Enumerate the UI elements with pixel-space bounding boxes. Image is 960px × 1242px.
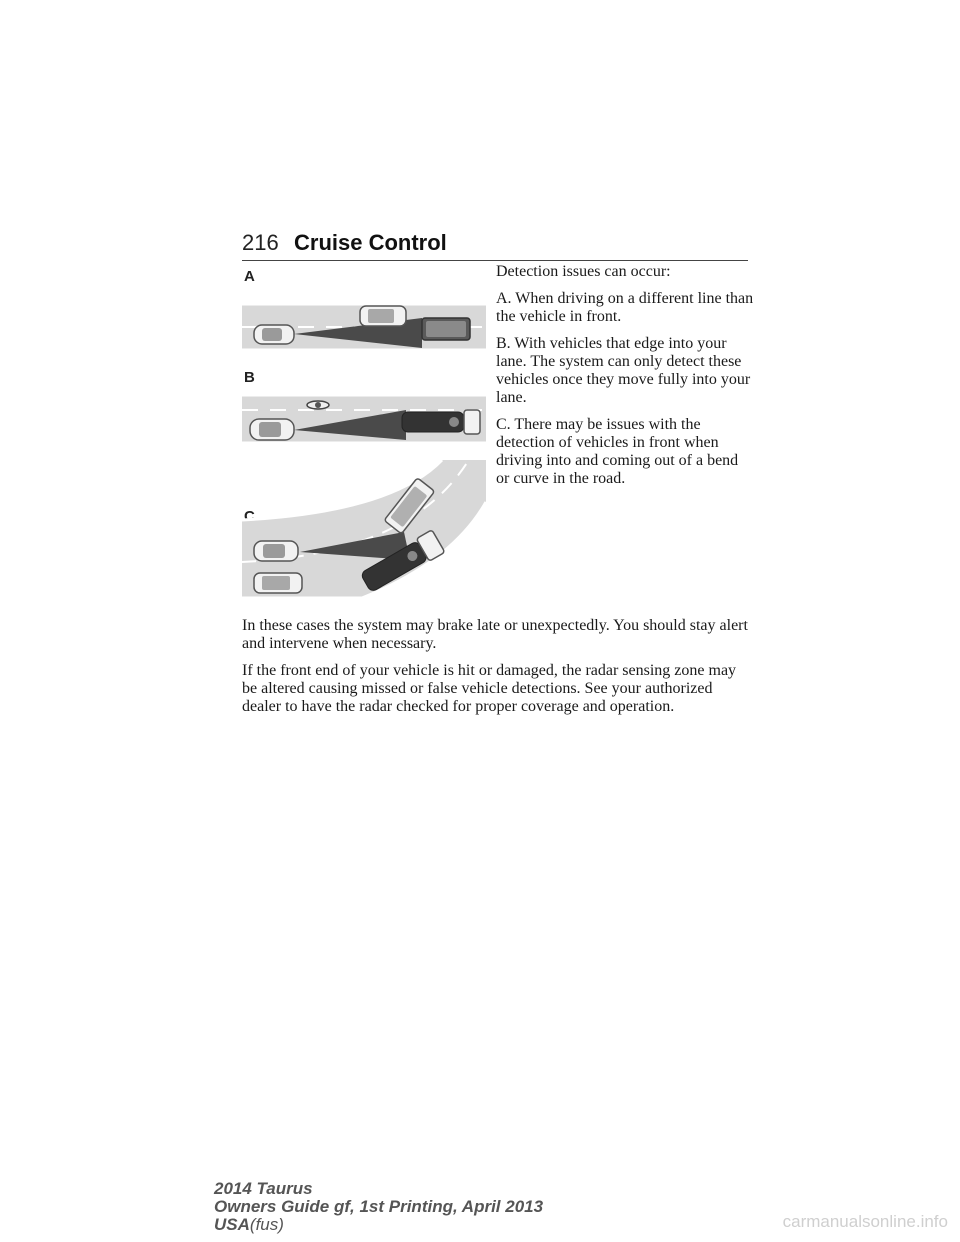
panel-c-own-car [254,541,298,561]
panel-b-tanker-truck [402,410,480,434]
side-paragraph: Detection issues can occur: [496,263,671,280]
illustration-svg [242,262,486,604]
panel-a-label: A [244,268,255,285]
body-paragraph: In these cases the system may brake late or unexpectedly. You should stay alert and intervene when necessary. [242,617,748,652]
document-footer [214,1180,543,1234]
panel-b-label: B [244,369,255,386]
panel-b-motorcycle [307,401,329,409]
body-text [242,617,754,725]
side-paragraph: B. With vehicles that edge into your lane. The system can only detect these vehicles once they move fully into your lane. [496,335,751,406]
section-title: Cruise Control [294,230,447,255]
panel-a-van [422,318,470,340]
footer-model: 2014 Taurus [214,1179,313,1198]
detection-issues-text [496,263,754,497]
side-paragraph: C. There may be issues with the detection of vehicles in front when driving into and coming out of a bend or curve in the road. [496,416,739,487]
footer-edition: Owners Guide gf, 1st Printing, April 2013 [214,1197,544,1216]
panel-a-suv [360,306,406,326]
panel-c-label: C [244,508,255,525]
body-paragraph: If the front end of your vehicle is hit or damaged, the radar sensing zone may be altered causing missed or false vehicle detections. See your authorized dealer to have the radar checked for proper coverage and operation. [242,662,737,715]
panel-c-rear-suv [254,573,302,593]
watermark: carmanualsonline.info [782,1212,948,1231]
page-number: 216 [242,230,279,255]
header-rule [242,260,748,261]
panel-a-own-car [254,325,294,344]
footer-market: USA(fus) [214,1215,284,1234]
panel-b-own-car [250,419,294,440]
detection-issues-illustration [242,262,486,604]
side-paragraph: A. When driving on a different line than the vehicle in front. [496,290,754,325]
